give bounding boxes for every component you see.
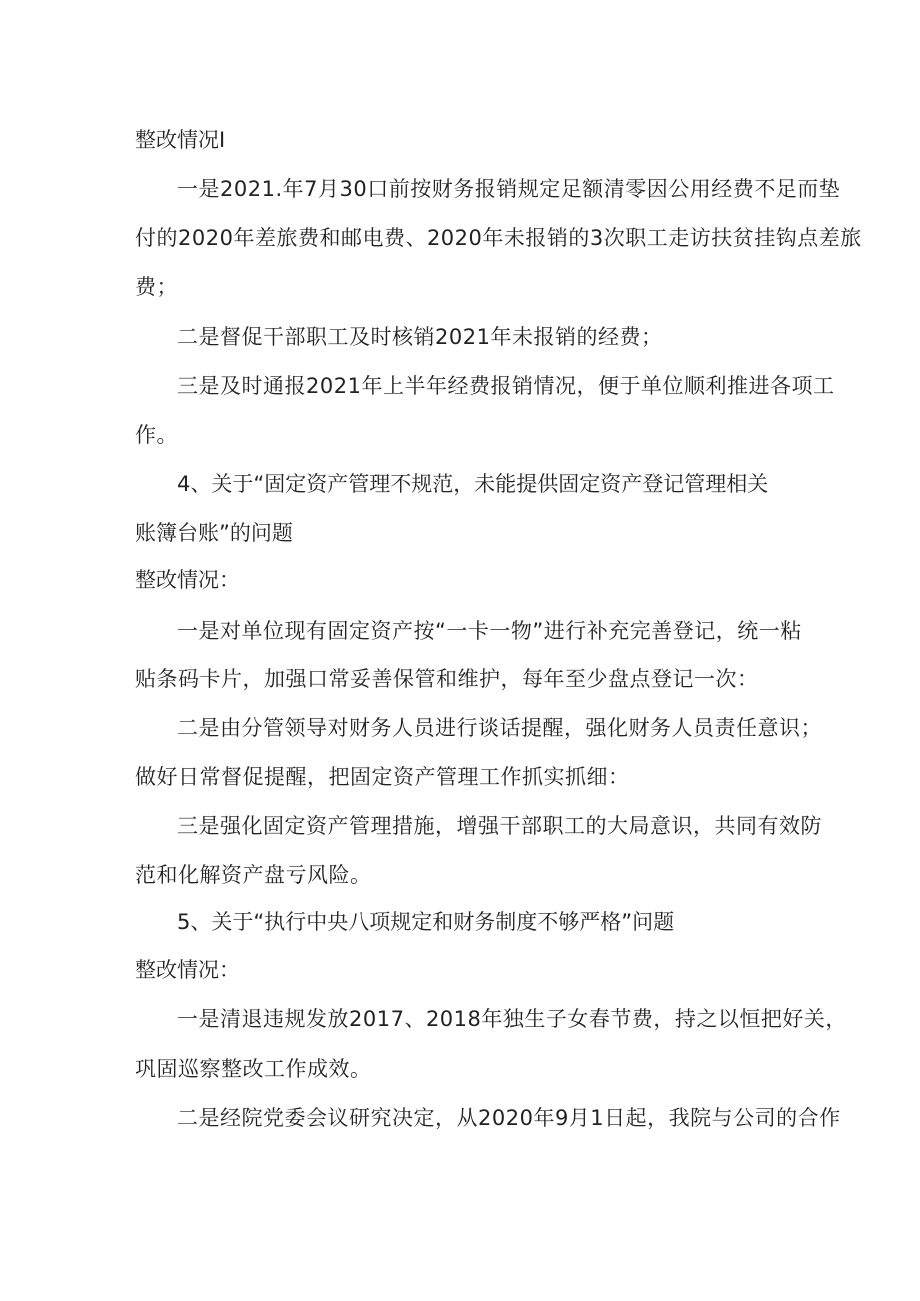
- paragraph-line: 二是督促干部职工及时核销2021年未报销的经费；: [177, 325, 663, 349]
- paragraph-line: 付的2020年差旅费和邮电费、2020年未报销的3次职工走访扶贫挂钩点差旅: [135, 226, 862, 250]
- paragraph-line: 三是强化固定资产管理措施，增强干部职工的大局意识，共同有效防: [177, 814, 822, 838]
- paragraph-line: 一是对单位现有固定资产按“一卡一物”进行补充完善登记，统一粘: [177, 619, 802, 643]
- paragraph-line: 巩固巡察整改工作成效。: [135, 1057, 372, 1081]
- issue-heading: 5、关于“执行中央八项规定和财务制度不够严格”问题: [177, 910, 675, 934]
- paragraph-line: 范和化解资产盘亏风险。: [135, 863, 372, 887]
- section-heading: 整改情况I: [135, 128, 226, 152]
- paragraph-line: 一是2021.年7月30口前按财务报销规定足额清零因公用经费不足而垫: [177, 177, 841, 201]
- paragraph-line: 三是及时通报2021年上半年经费报销情况，便于单位顺利推进各项工: [177, 374, 835, 398]
- paragraph-line: 二是由分管领导对财务人员进行谈话提醒，强化财务人员责任意识；: [177, 716, 822, 740]
- paragraph-line: 费；: [135, 275, 178, 299]
- paragraph-line: 作。: [135, 423, 178, 447]
- paragraph-line: 做好日常督促提醒，把固定资产管理工作抓实抓细：: [135, 765, 630, 789]
- paragraph-line: 贴条码卡片，加强口常妥善保管和维护，每年至少盘点登记一次：: [135, 667, 759, 691]
- paragraph-line: 二是经院党委会议研究决定，从2020年9月1日起，我院与公司的合作: [177, 1106, 841, 1130]
- section-heading: 整改情况：: [135, 958, 240, 982]
- issue-heading: 4、关于“固定资产管理不规范，未能提供固定资产登记管理相关: [177, 472, 769, 496]
- section-heading: 整改情况：: [135, 568, 240, 592]
- paragraph-line: 一是清退违规发放2017、2018年独生子女春节费，持之以恒把好关，: [177, 1007, 847, 1031]
- issue-heading: 账簿台账”的问题: [135, 521, 293, 545]
